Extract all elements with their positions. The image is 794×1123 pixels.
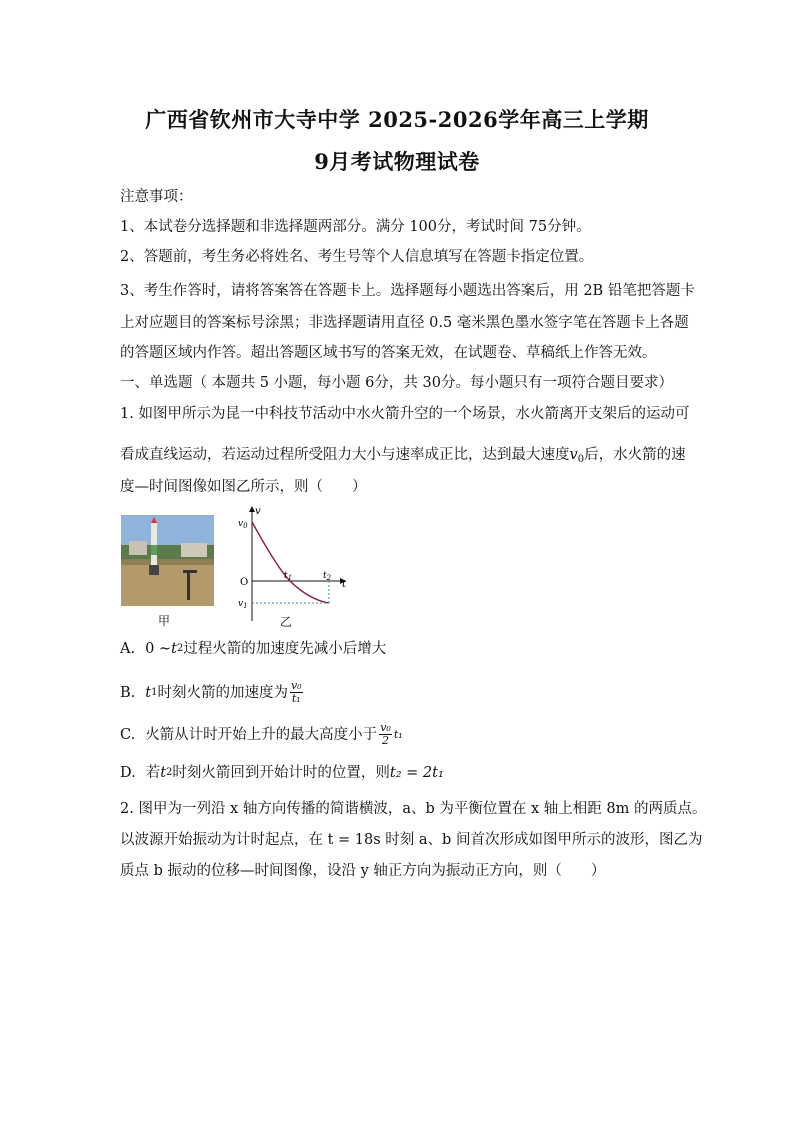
q2-line1: 2. 图甲为一列沿 x 轴方向传播的简谐横波，a、b 为平衡位置在 x 轴上相距 8m 的两质点。: [120, 801, 707, 817]
q2-line2: 以波源开始振动为计时起点，在 t = 18s 时刻 a、b 间首次形成如图甲所示的波形，图乙为: [120, 832, 703, 848]
exam-title-line2: 9月考试物理试卷: [314, 149, 480, 174]
notice-line-2: 2、答题前，考生务必将姓名、考生号等个人信息填写在答题卡指定位置。: [120, 249, 594, 265]
option-d-label: D.: [120, 765, 136, 781]
option-b-text: 时刻火箭的加速度为: [157, 684, 288, 701]
q2-line3: 质点 b 振动的位移—时间图像，设沿 y 轴正方向为振动正方向，则（ ）: [120, 863, 606, 879]
option-c-num: v₀: [380, 721, 391, 734]
option-b-var: t: [145, 684, 152, 701]
vt-curve: [252, 522, 329, 603]
option-d-equation: t₂ = 2t₁: [389, 765, 444, 781]
option-b-fraction: [290, 680, 303, 705]
graph-t2: [323, 571, 332, 582]
q1-line2: [120, 446, 686, 469]
option-b[interactable]: [120, 680, 305, 705]
option-d-pre: 若: [145, 765, 161, 781]
option-b-num: v₀: [290, 679, 302, 692]
q1-v0-sub: 0: [577, 454, 585, 465]
option-c-den: 2: [382, 734, 389, 747]
fig-label-a: 甲: [158, 614, 171, 628]
graph-v1-var: v: [238, 599, 244, 609]
option-a-range: 0 ~: [145, 641, 172, 657]
q1-line3: 度—时间图像如图乙所示，则（ ）: [120, 479, 367, 495]
graph-v1-sub: 1: [243, 602, 248, 610]
option-d-var: t: [160, 765, 167, 781]
graph-t1-var: t: [284, 571, 288, 581]
exam-title-line1: 广西省钦州市大寺中学 2025-2026学年高三上学期: [145, 107, 649, 132]
rocket-photo: [121, 515, 214, 606]
option-b-sub: 1: [151, 686, 158, 698]
graph-origin: O: [240, 577, 249, 588]
option-a-label: A.: [120, 641, 136, 657]
fig-label-b: 乙: [280, 615, 293, 629]
option-c-fraction: [379, 722, 392, 747]
graph-t1-sub: 1: [287, 574, 293, 582]
option-a[interactable]: [120, 640, 386, 658]
option-d-sub: 2: [166, 767, 173, 778]
option-c-text: 火箭从计时开始上升的最大高度小于: [145, 726, 378, 743]
section-heading: 一、单选题（ 本题共 5 小题，每小题 6分，共 30分。每小题只有一项符合题目要求）: [120, 375, 673, 391]
option-c-after: t₁: [393, 727, 403, 741]
q1-line2-part-b: 后，水火箭的速: [584, 447, 686, 463]
q1-v0-symbol: [570, 447, 585, 463]
graph-v1: [238, 599, 248, 610]
option-a-text: 过程火箭的加速度先减小后增大: [183, 641, 387, 657]
graph-t2-var: t: [323, 571, 327, 581]
graph-v0-var: v: [238, 519, 244, 529]
option-b-label: B.: [120, 684, 136, 701]
option-d-mid: 时刻火箭回到开始计时的位置，则: [172, 765, 390, 781]
option-b-den: t₁: [291, 692, 301, 705]
option-d[interactable]: [120, 764, 444, 782]
option-a-sub: 2: [176, 643, 184, 654]
graph-t-label: t: [342, 579, 347, 590]
option-a-var: t: [171, 641, 177, 657]
q1-line1: 1. 如图甲所示为昆一中科技节活动中水火箭升空的一个场景，水火箭离开支架后的运动可: [120, 406, 690, 422]
graph-t1: [284, 571, 292, 582]
graph-v0: [238, 519, 248, 530]
graph-t2-sub: 2: [326, 574, 332, 582]
q1-v0-var: v: [569, 447, 578, 463]
q1-line2-part-a: 看成直线运动，若运动过程所受阻力大小与速率成正比，达到最大速度: [120, 447, 570, 463]
notice-heading: 注意事项：: [120, 189, 193, 205]
graph-v0-sub: 0: [243, 522, 248, 530]
notice-line-5: 的答题区域内作答。超出答题区域书写的答案无效，在试题卷、草稿纸上作答无效。: [120, 345, 657, 361]
option-c-label: C.: [120, 726, 136, 743]
option-c[interactable]: [120, 722, 403, 747]
notice-line-4: 上对应题目的答案标号涂黑；非选择题请用直径 0.5 毫米黑色墨水签字笔在答题卡上各题: [120, 315, 689, 331]
notice-line-1: 1、本试卷分选择题和非选择题两部分。满分 100分，考试时间 75分钟。: [120, 219, 591, 235]
graph-v-label: v: [255, 506, 261, 517]
notice-line-3: 3、考生作答时，请将答案答在答题卡上。选择题每小题选出答案后，用 2B 铅笔把答题卡: [120, 283, 695, 299]
